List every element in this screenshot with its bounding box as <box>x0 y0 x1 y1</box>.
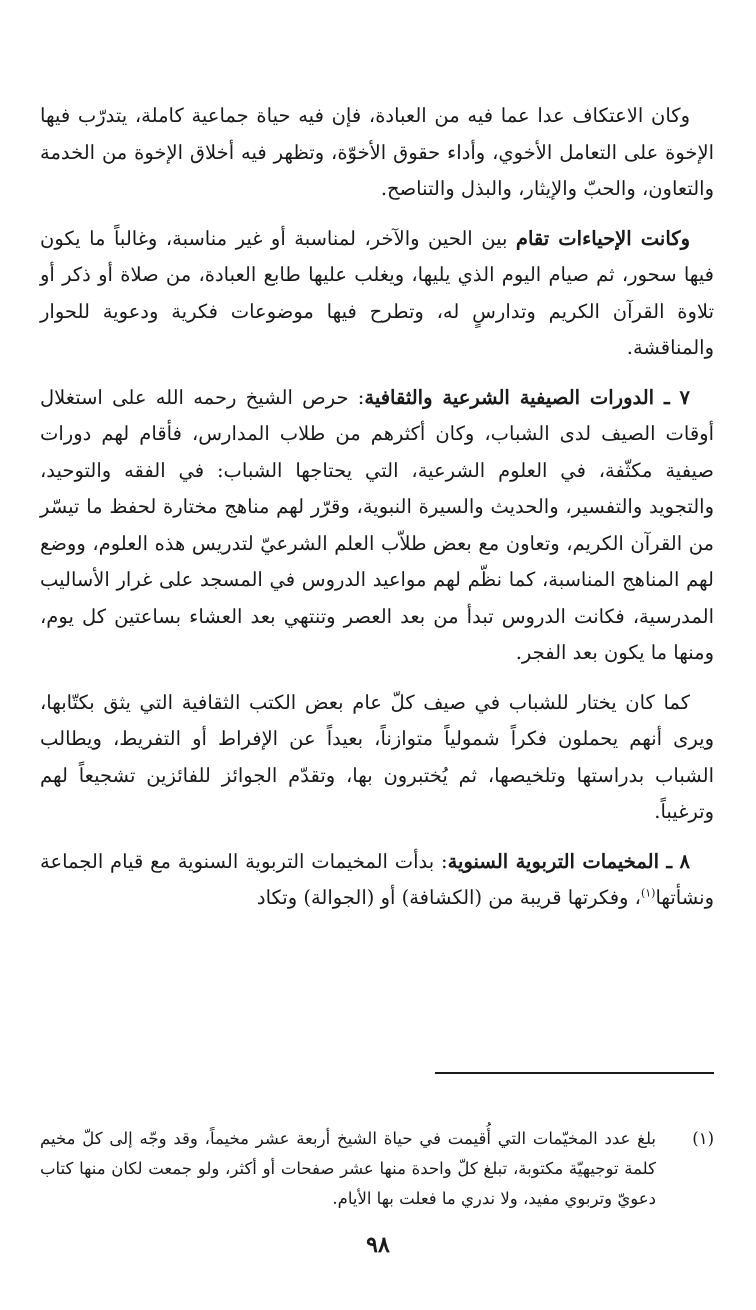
paragraph-summer-courses <box>40 380 714 672</box>
paragraph-text: وكان الاعتكاف عدا عما فيه من العبادة، فإن فيه حياة جماعية كاملة، يتدرّب فيها الإخوة على التعامل الأخوي، وأداء حقوق الأخوّة، وتظهر فيه أخلاق الإخوة من الخدمة والتعاون، والحبّ والإيثار، والبذل والتناصح. <box>40 104 714 200</box>
paragraph-lead-heading: وكانت الإحياءات تقام <box>515 226 690 250</box>
page-number: ٩٨ <box>366 1232 390 1258</box>
paragraph-text: : حرص الشيخ رحمه الله على استغلال أوقات الصيف لدى الشباب، وكان أكثرهم من طلاب المدارس، فأقام لهم دورات صيفية مكثّفة، في العلوم الشرعية، التي يحتاجها الشباب: في الفقه والتوحيد، والتجويد والتفسير، والحديث والسيرة النبوية، وقرّر لهم مناهج مختارة لحفظ ما تيسّر من القرآن الكريم، وتعاون مع بعض طلاّب العلم الشرعيّ لتدريس هذه العلوم، ووضع لهم المناهج المناسبة، كما نظّم لهم مواعيد الدروس في المسجد على غرار الأساليب المدرسية، فكانت الدروس تبدأ من بعد العصر وتنتهي بعد العشاء بساعتين كل يوم، ومنها ما يكون بعد الفجر. <box>40 385 714 664</box>
paragraph-text-continued: ، وفكرتها قريبة من (الكشافة) أو (الجوالة) وتكاد <box>256 886 641 909</box>
paragraph-ihyaat <box>40 221 714 367</box>
paragraph-text: : بدأت المخيمات التربوية السنوية مع قيام الجماعة ونشأتها <box>40 849 714 909</box>
footnote-marker: (١) <box>692 1129 714 1148</box>
paragraph-text: كما كان يختار للشباب في صيف كلّ عام بعض الكتب الثقافية التي يثق بكتّابها، ويرى أنهم يحملون فكراً شمولياً متوازناً، بعيداً عن الإفراط أو التفريط، ويطالب الشباب بدراستها وتلخيصها، ثم يُختبرون بها، وتقدّم الجوائز للفائزين تشجيعاً لهم وترغيباً. <box>40 690 714 823</box>
page-body <box>40 98 714 930</box>
paragraph-camps <box>40 844 714 917</box>
footnote-separator <box>435 1072 714 1074</box>
paragraph-text: بين الحين والآخر، لمناسبة أو غير مناسبة، وغالباً ما يكون فيها سحور، ثم صيام اليوم الذي يليها، ويغلب عليها طابع العبادة، من صلاة أو ذكر أو تلاوة القرآن الكريم وتدارسٍ له، وتطرح فيها موضوعات فكرية ودعوية للحوار والمناقشة. <box>40 226 714 359</box>
paragraph-cultural-books <box>40 685 714 831</box>
footnote-reference[interactable]: (١) <box>640 886 656 900</box>
section-heading-summer-courses: ٧ ـ الدورات الصيفية الشرعية والثقافية <box>364 385 690 409</box>
section-heading-camps: ٨ ـ المخيمات التربوية السنوية <box>447 849 690 873</box>
footnote-text: بلغ عدد المخيّمات التي أُقيمت في حياة الشيخ أربعة عشر مخيماً، وقد وجّه إلى كلّ مخيم كلمة توجيهيّة مكتوبة، تبلغ كلّ واحدة منها عشر صفحات أو أكثر، ولو جمعت لكان منها كتاب دعويّ وتربوي مفيد، ولا ندري ما فعلت بها الأيام. <box>40 1129 656 1208</box>
footnote <box>40 1124 714 1214</box>
paragraph-itikaf <box>40 98 714 208</box>
